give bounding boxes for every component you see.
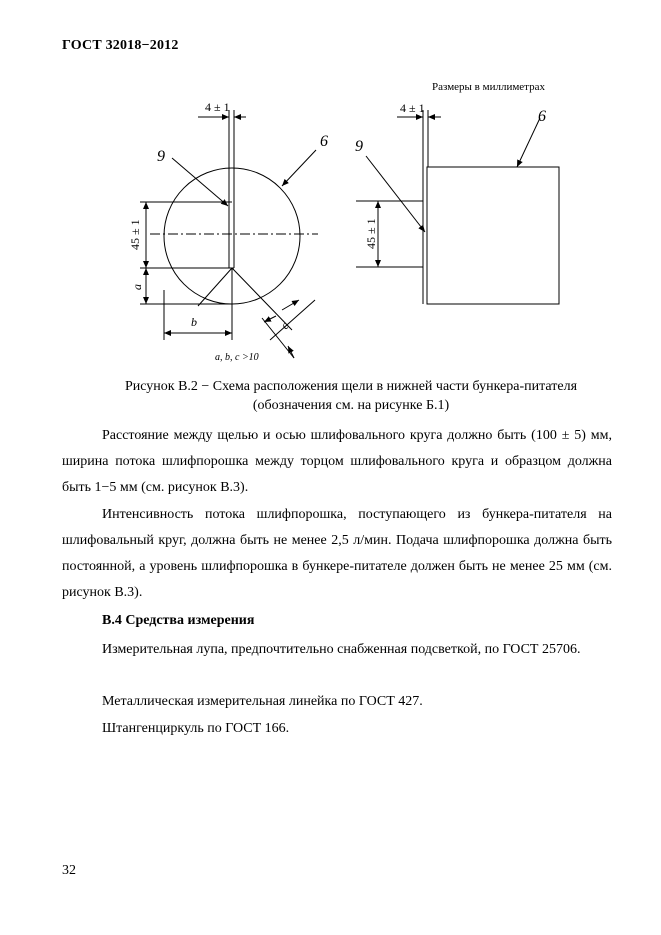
paragraph-distance: Расстояние между щелью и осью шлифовального круга должно быть (100 ± 5) мм, ширина потока шлифпорошка между торцом шлифовального круга и образцом должна быть 1−5 мм (см. рисунок В.3). bbox=[62, 428, 612, 495]
figure-b2 bbox=[0, 70, 661, 370]
caption-line2: (обозначения см. на рисунке Б.1) bbox=[252, 398, 450, 413]
left-label-a: a bbox=[130, 284, 144, 290]
right-label-6: 6 bbox=[538, 108, 546, 125]
figure-caption bbox=[62, 377, 640, 415]
page-number: 32 bbox=[62, 863, 76, 878]
item-caliper: Штангенциркуль по ГОСТ 166. bbox=[102, 721, 290, 736]
left-condition: a, b, c >10 bbox=[215, 352, 259, 363]
item-ruler: Металлическая измерительная линейка по ГОСТ 427. bbox=[102, 694, 423, 709]
hopper-rect bbox=[427, 167, 559, 304]
left-label-9: 9 bbox=[157, 148, 165, 165]
paragraph-intensity: Интенсивность потока шлифпорошка, поступающего из бункера-питателя на шлифовальный круг, должна быть не менее 2,5 л/мин. Подача шлифпорошка должна быть постоянной, а уровень шлифпорошка в бункере-питателе должен быть не менее 25 мм (см. рисунок В.3). bbox=[62, 507, 612, 600]
dims-note: Размеры в миллиметрах bbox=[432, 81, 545, 93]
left-label-b: b bbox=[191, 315, 197, 329]
left-dim-vertical: 45 ± 1 bbox=[128, 219, 142, 250]
right-dim-vertical: 45 ± 1 bbox=[364, 218, 378, 249]
right-label-9: 9 bbox=[355, 138, 363, 155]
left-dim-top: 4 ± 1 bbox=[205, 100, 230, 114]
left-view bbox=[140, 110, 318, 358]
left-label-6: 6 bbox=[320, 133, 328, 150]
item-loupe: Измерительная лупа, предпочтительно снабженная подсветкой, по ГОСТ 25706. bbox=[102, 642, 581, 657]
standard-header: ГОСТ 32018−2012 bbox=[62, 38, 179, 53]
section-heading: В.4 Средства измерения bbox=[102, 613, 255, 628]
right-view bbox=[356, 110, 559, 304]
caption-line1: Рисунок В.2 − Схема расположения щели в нижней части бункера-питателя bbox=[124, 379, 578, 394]
right-dim-top: 4 ± 1 bbox=[400, 101, 425, 115]
left-label-c: c bbox=[277, 318, 292, 332]
